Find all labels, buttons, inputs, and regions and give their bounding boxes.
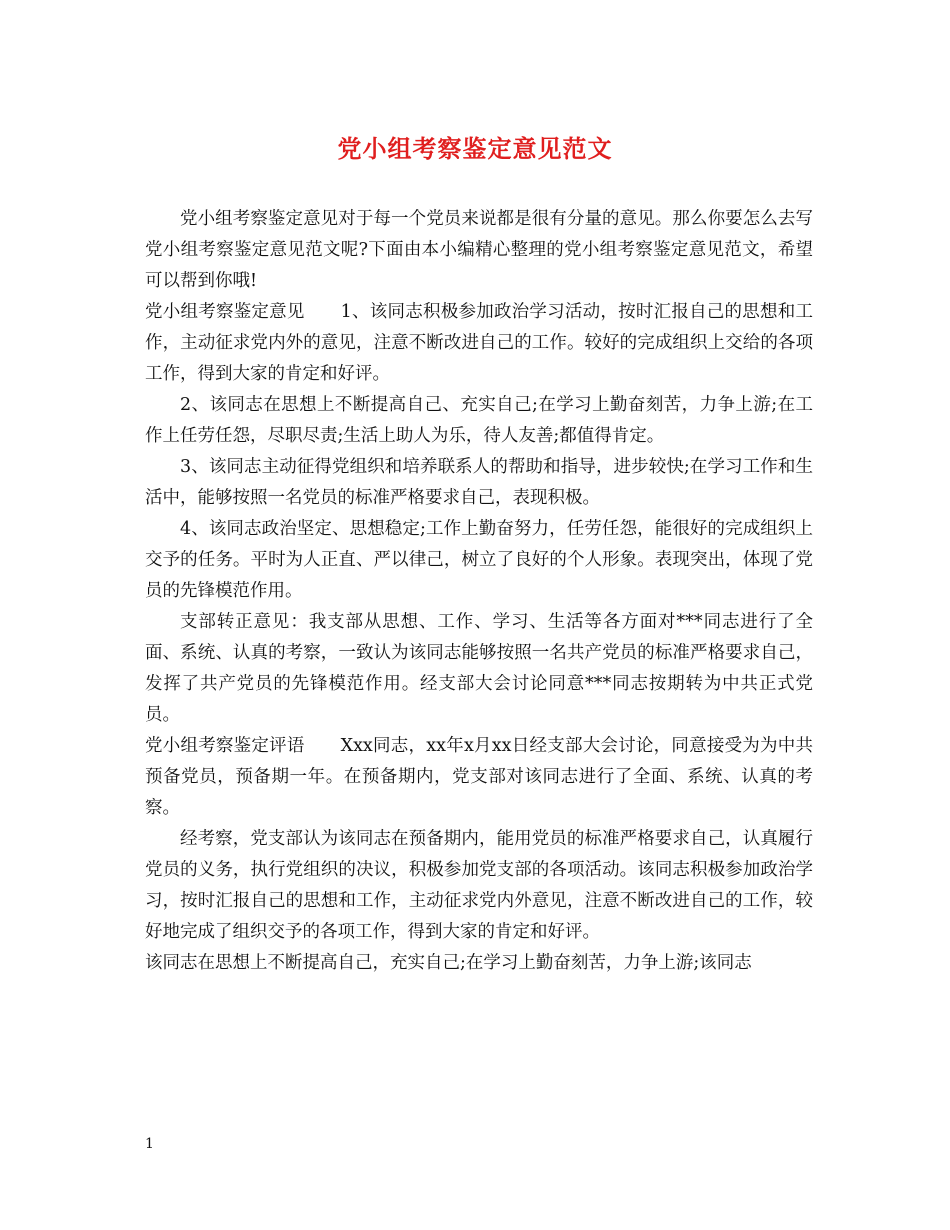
- paragraph-intro: 党小组考察鉴定意见对于每一个党员来说都是很有分量的意见。那么你要怎么去写党小组考察鉴定意见范文呢?下面由本小编精心整理的党小组考察鉴定意见范文，希望可以帮到你哦!: [145, 209, 813, 291]
- page-title: 党小组考察鉴定意见范文: [337, 134, 613, 163]
- paragraph-comment-1: [145, 731, 813, 824]
- paragraph-opinion-4: 4、该同志政治坚定、思想稳定;工作上勤奋努力，任劳任怨，能很好的完成组织上交予的任务。平时为人正直、严以律己，树立了良好的个人形象。表现突出，体现了党员的先锋模范作用。: [145, 519, 813, 601]
- section-heading-opinion: 党小组考察鉴定意见: [145, 302, 305, 322]
- section-heading-comment: 党小组考察鉴定评语: [145, 736, 305, 756]
- paragraph-comment-1-text: Xxx同志，xx年x月xx日经支部大会讨论，同意接受为为中共预备党员，预备期一年。在预备期内，党支部对该同志进行了全面、系统、认真的考察。: [145, 736, 813, 818]
- paragraph-comment-2: 经考察，党支部认为该同志在预备期内，能用党员的标准严格要求自己，认真履行党员的义务，执行党组织的决议，积极参加党支部的各项活动。该同志积极参加政治学习，按时汇报自己的思想和工作，主动征求党内外意见，注意不断改进自己的工作，较好地完成了组织交予的各项工作，得到大家的肯定和好评。: [145, 829, 813, 942]
- paragraph-comment-3: 该同志在思想上不断提高自己，充实自己;在学习上勤奋刻苦，力争上游;该同志: [145, 953, 752, 973]
- paragraph-opinion-1-text: 1、该同志积极参加政治学习活动，按时汇报自己的思想和工作，主动征求党内外的意见，注意不断改进自己的工作。较好的完成组织上交给的各项工作，得到大家的肯定和好评。: [145, 302, 813, 384]
- paragraph-opinion-1: [145, 297, 813, 390]
- paragraph-opinion-2: 2、该同志在思想上不断提高自己、充实自己;在学习上勤奋刻苦，力争上游;在工作上任劳任怨，尽职尽责;生活上助人为乐，待人友善;都值得肯定。: [145, 395, 813, 446]
- document-body: [145, 204, 813, 979]
- paragraph-opinion-3: 3、该同志主动征得党组织和培养联系人的帮助和指导，进步较快;在学习工作和生活中，能够按照一名党员的标准严格要求自己，表现积极。: [145, 457, 813, 508]
- paragraph-branch-opinion: 支部转正意见：我支部从思想、工作、学习、生活等各方面对***同志进行了全面、系统、认真的考察，一致认为该同志能够按照一名共产党员的标准严格要求自己，发挥了共产党员的先锋模范作用。经支部大会讨论同意***同志按期转为中共正式党员。: [145, 612, 813, 725]
- page-number: 1: [145, 1136, 154, 1152]
